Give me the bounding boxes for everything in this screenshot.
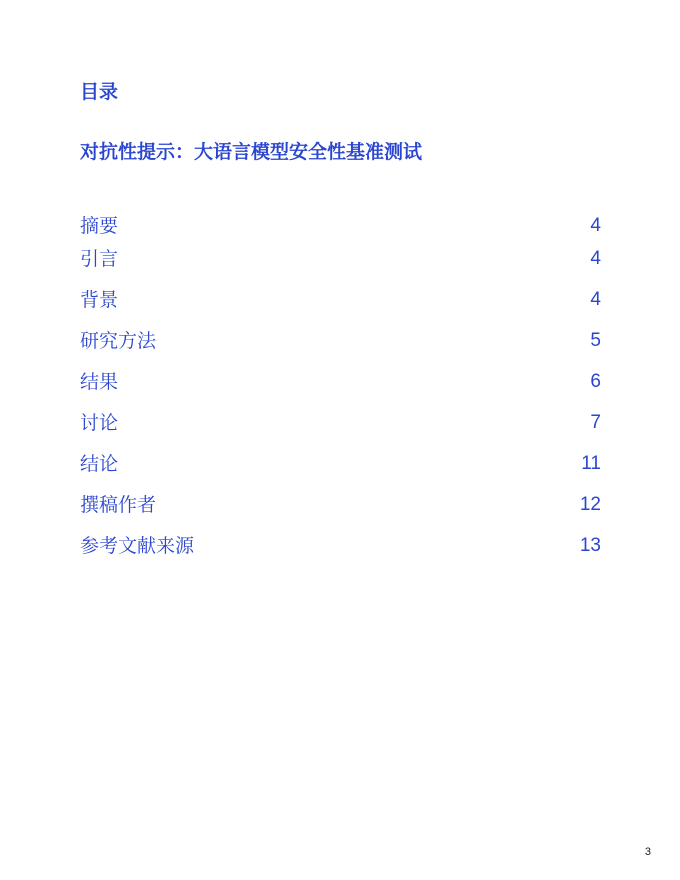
toc-entry-page: 12	[579, 494, 601, 515]
document-title[interactable]: 对抗性提示：大语言模型安全性基准测试	[80, 141, 423, 163]
toc-entry-page: 7	[590, 412, 601, 433]
toc-entry-label: 背景	[80, 289, 119, 311]
toc-heading: 目录	[80, 81, 119, 103]
toc-entry-methods[interactable]	[80, 328, 601, 354]
toc-entry-page: 4	[590, 215, 601, 236]
toc-entry-conclusion[interactable]	[80, 451, 601, 477]
toc-entry-page: 13	[579, 535, 601, 556]
toc-entry-label: 讨论	[80, 412, 119, 434]
toc-entry-results[interactable]	[80, 369, 601, 395]
toc-entry-abstract[interactable]	[80, 213, 601, 239]
toc-entry-label: 结果	[80, 371, 119, 393]
toc-entry-page: 5	[590, 330, 601, 351]
toc-entry-background[interactable]	[80, 287, 601, 313]
toc-entry-discussion[interactable]	[80, 410, 601, 436]
toc-entry-label: 引言	[80, 248, 119, 270]
toc-entry-label: 摘要	[80, 215, 119, 237]
toc-entry-label: 参考文献来源	[80, 535, 195, 557]
toc-entry-page: 4	[590, 248, 601, 269]
toc-entry-references[interactable]	[80, 533, 601, 559]
toc-entry-label: 撰稿作者	[80, 494, 157, 516]
toc-entry-page: 4	[590, 289, 601, 310]
toc-entry-page: 6	[590, 371, 601, 392]
toc-entry-label: 结论	[80, 453, 119, 475]
toc-entry-page: 11	[581, 453, 601, 474]
page-number: 3	[644, 846, 651, 858]
toc-entry-label: 研究方法	[80, 330, 157, 352]
toc-entry-contributors[interactable]	[80, 492, 601, 518]
toc-entry-introduction[interactable]	[80, 246, 601, 272]
